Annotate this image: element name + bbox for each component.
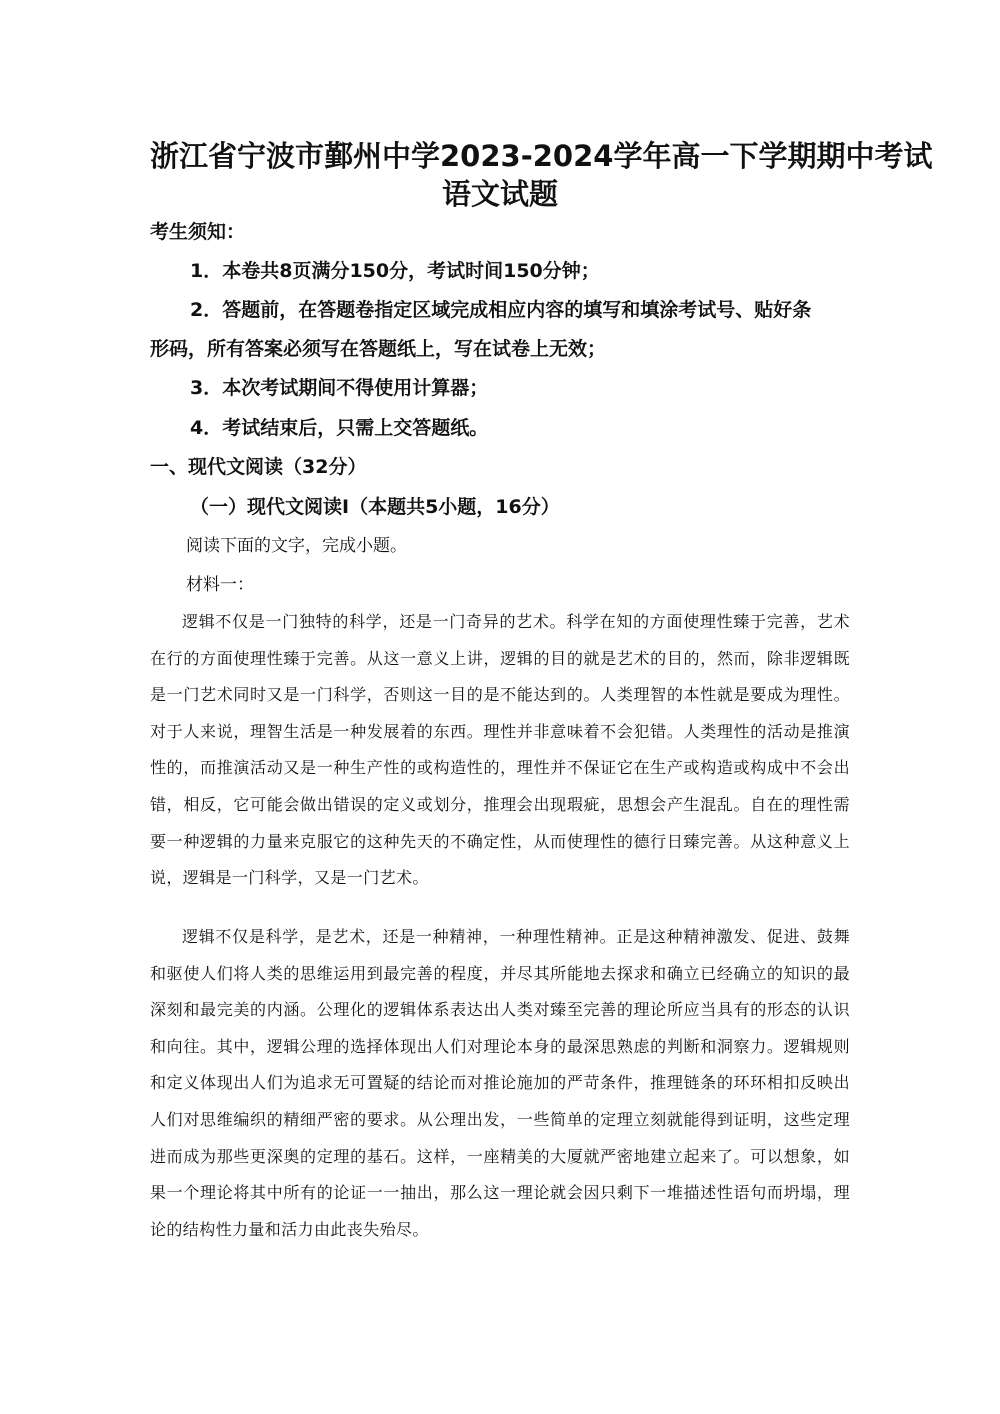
notice-item-3: 3．本次考试期间不得使用计算器； [190,377,489,399]
document-title: 浙江省宁波市鄞州中学2023-2024学年高一下学期期中考试 [150,139,933,173]
section-heading: 一、现代文阅读（32分） [150,456,367,478]
notice-item-1: 1．本卷共8页满分150分，考试时间150分钟； [190,260,600,282]
notice-item-4: 4．考试结束后，只需上交答题纸。 [190,417,489,439]
document-subtitle: 语文试题 [441,177,558,211]
material-label: 材料一： [186,575,254,595]
notice-item-2-line-1: 2．答题前，在答题卷指定区域完成相应内容的填写和填涂考试号、贴好条 [190,299,812,321]
notice-heading: 考生须知： [150,221,246,243]
notice-item-2-line-2: 形码，所有答案必须写在答题纸上，写在试卷上无效； [150,338,607,360]
material-paragraph-1: 逻辑不仅是一门独特的科学，还是一门奇异的艺术。科学在知的方面使理性臻于完善，艺术在行的方面使理性臻于完善。从这一意义上讲，逻辑的目的就是艺术的目的，然而，除非逻辑既是一门艺术同时又是一门科学，否则这一目的是不能达到的。人类理智的本性就是要成为理性。对于人来说，理智生活是一种发展着的东西。理性并非意味着不会犯错。人类理性的活动是推演性的，而推演活动又是一种生产性的或构造性的，理性并不保证它在生产或构造或构成中不会出错，相反，它可能会做出错误的定义或划分，推理会出现瑕疵，思想会产生混乱。自在的理性需要一种逻辑的力量来克服它的这种先天的不确定性，从而使理性的德行日臻完善。从这种意义上说，逻辑是一门科学，又是一门艺术。 [150,612,850,888]
subsection-heading: （一）现代文阅读Ⅰ（本题共5小题，16分） [190,496,560,518]
material-paragraph-2: 逻辑不仅是科学，是艺术，还是一种精神，一种理性精神。正是这种精神激发、促进、鼓舞和驱使人们将人类的思维运用到最完善的程度，并尽其所能地去探求和确立已经确立的知识的最深刻和最完美的内涵。公理化的逻辑体系表达出人类对臻至完善的理论所应当具有的形态的认识和向往。其中，逻辑公理的选择体现出人们对理论本身的最深思熟虑的判断和洞察力。逻辑规则和定义体现出人们为追求无可置疑的结论而对推论施加的严苛条件，推理链条的环环相扣反映出人们对思维编织的精细严密的要求。从公理出发，一些简单的定理立刻就能得到证明，这些定理进而成为那些更深奥的定理的基石。这样，一座精美的大厦就严密地建立起来了。可以想象，如果一个理论将其中所有的论证一一抽出，那么这一理论就会因只剩下一堆描述性语句而坍塌，理论的结构性力量和活力由此丧失殆尽。 [150,927,850,1239]
reading-instruction: 阅读下面的文字，完成小题。 [186,536,407,556]
